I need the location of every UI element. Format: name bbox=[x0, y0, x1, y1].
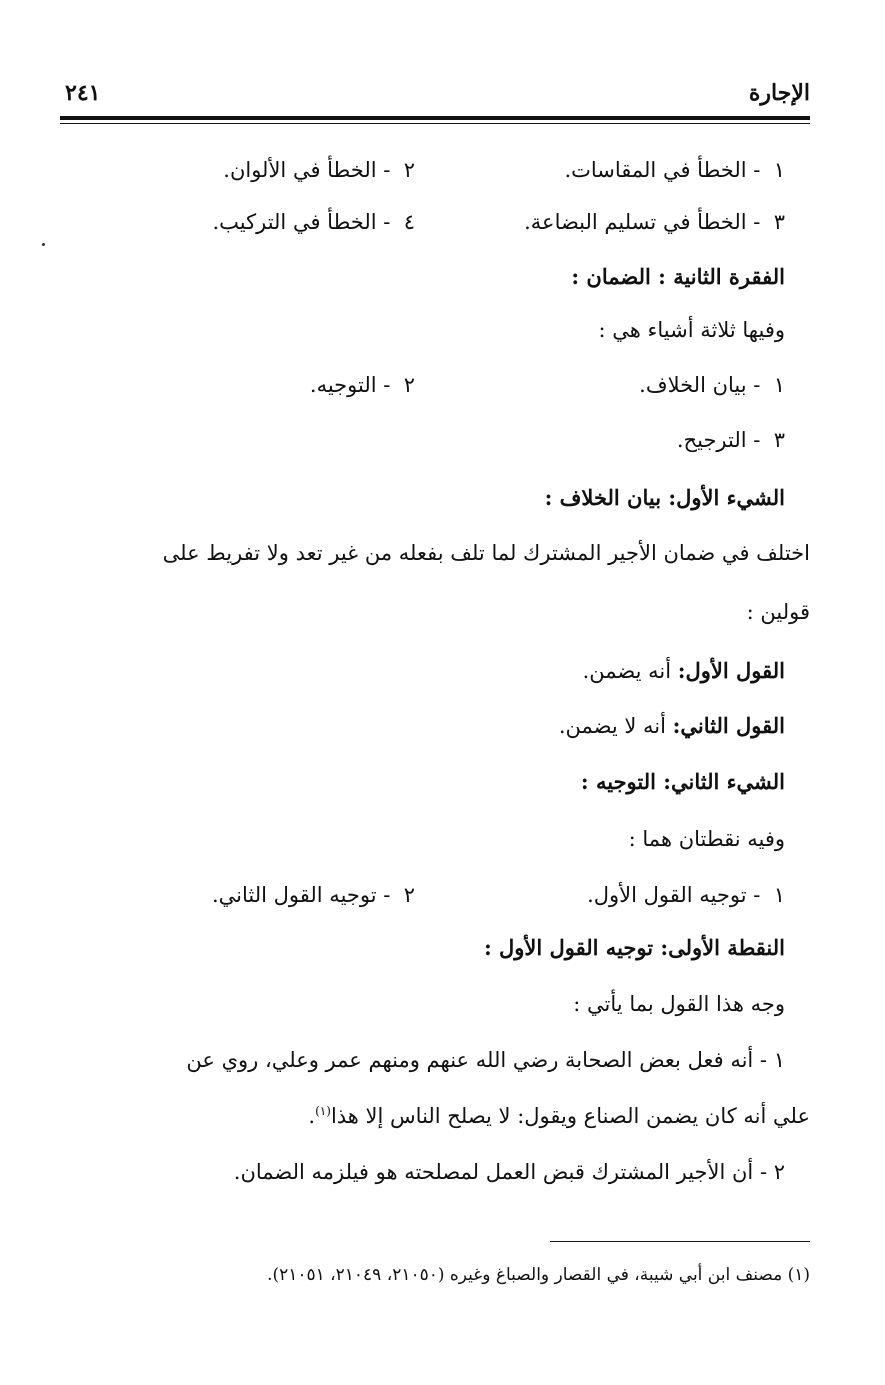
paragraph-line: ٢ - أن الأجير المشترك قبض العمل لمصلحته هو فيلزمه الضمان. bbox=[233, 1160, 785, 1184]
list-item: ٢ - توجيه القول الثاني. bbox=[212, 883, 415, 907]
section-heading: الشيء الأول: بيان الخلاف : bbox=[544, 485, 785, 510]
paragraph-line: ١ - أنه فعل بعض الصحابة رضي الله عنهم ومنهم عمر وعلي، روي عن bbox=[186, 1048, 785, 1072]
paragraph: وجه هذا القول بما يأتي : bbox=[573, 992, 785, 1016]
running-header-title: الإجارة bbox=[748, 80, 810, 106]
opinion-label: القول الثاني: bbox=[672, 713, 785, 738]
section-heading: الفقرة الثانية : الضمان : bbox=[571, 264, 785, 289]
scan-speck bbox=[42, 243, 45, 246]
section-heading: النقطة الأولى: توجيه القول الأول : bbox=[483, 935, 785, 960]
list-item: ٢ - الخطأ في الألوان. bbox=[223, 158, 415, 182]
list-item: ٢ - التوجيه. bbox=[309, 373, 415, 397]
paragraph: وفيه نقطتان هما : bbox=[628, 827, 785, 851]
paragraph-line: قولين : bbox=[746, 600, 810, 624]
opinion-2: القول الثاني: أنه لا يضمن. bbox=[558, 713, 785, 738]
list-item: ١ - بيان الخلاف. bbox=[639, 373, 785, 397]
footnote: (١) مصنف ابن أبي شيبة، في القصار والصباغ وغيره (٢١٠٥٠، ٢١٠٤٩، ٢١٠٥١). bbox=[267, 1265, 810, 1285]
paragraph-line: علي أنه كان يضمن الصناع ويقول: لا يصلح الناس إلا هذا$^{(١)}$. bbox=[308, 1104, 810, 1128]
list-item: ٣ - الخطأ في تسليم البضاعة. bbox=[524, 210, 785, 234]
section-heading: الشيء الثاني: التوجيه : bbox=[580, 769, 785, 794]
paragraph: وفيها ثلاثة أشياء هي : bbox=[598, 318, 785, 342]
page-number: ٢٤١ bbox=[65, 80, 101, 106]
list-item: ١ - الخطأ في المقاسات. bbox=[564, 158, 785, 182]
list-item: ١ - توجيه القول الأول. bbox=[587, 883, 785, 907]
header-rule-thick bbox=[60, 116, 810, 120]
opinion-1: القول الأول: أنه يضمن. bbox=[582, 658, 785, 683]
footnote-ref[interactable]: (١) bbox=[315, 1104, 331, 1118]
list-item: ٣ - الترجيح. bbox=[676, 428, 785, 452]
header-rule-thin bbox=[60, 123, 810, 124]
footnote-rule bbox=[550, 1241, 810, 1242]
opinion-label: القول الأول: bbox=[677, 658, 785, 683]
paragraph-line: اختلف في ضمان الأجير المشترك لما تلف بفعله من غير تعد ولا تفريط على bbox=[162, 541, 810, 565]
list-item: ٤ - الخطأ في التركيب. bbox=[212, 210, 415, 234]
